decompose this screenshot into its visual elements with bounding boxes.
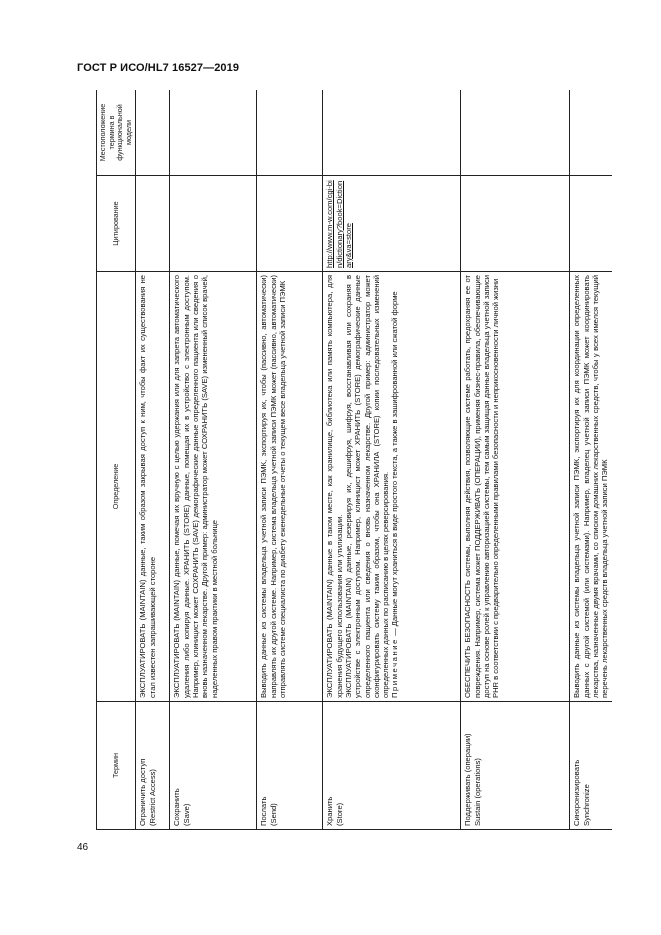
term-en: Synchronize — [581, 784, 591, 826]
citation-cell — [570, 176, 612, 272]
location-cell — [257, 90, 323, 176]
term-ru: Послать — [259, 796, 269, 826]
definition-text: ЭКСПЛУАТИРОВАТЬ (MAINTAIN) данные, таким образом закрывая доступ к ним, чтобы факт их существования не стал известен запрашивающей стороне — [138, 275, 157, 698]
definition-cell — [323, 272, 461, 702]
term-en: (Send) — [268, 803, 278, 826]
column-header-location: Местоположение термина в функциональной модели — [97, 90, 136, 176]
term-ru: Ограничить доступ — [138, 758, 148, 826]
definition-text: Выводить данные из системы владельца учетной записи ПЭМК, экспортируя их, чтобы (пассивно, автоматически) направлять их другой системе. Например, система владельца учетной записи ПЭМК может (пассивно, автоматически) отправлять системе специалиста по диабету еженедельные отчеты о текущем весе владельца учетной записи ПЭМК — [259, 275, 287, 698]
term-en: (Restrict Access) — [147, 769, 157, 826]
note-text: — Данные могут храниться в виде простого текста, а также в зашифрованной или сжатой форме — [390, 291, 400, 636]
location-cell — [170, 90, 257, 176]
table-row — [170, 90, 257, 830]
citation-cell — [323, 176, 461, 272]
citation-cell — [170, 176, 257, 272]
table-row — [570, 90, 612, 830]
document-header: ГОСТ Р ИСО/HL7 16527—2019 — [77, 62, 240, 74]
page-number: 46 — [77, 842, 89, 853]
definition-text: ЭКСПЛУАТИРОВАТЬ (MAINTAIN) данные в таком месте, как хранилище, библиотека или память компьютера, для хранения будущего использования или утилизации. — [325, 275, 344, 698]
term-ru: Синхронизировать — [572, 759, 582, 826]
table-row — [323, 90, 461, 830]
column-header-definition: Определение — [97, 272, 136, 702]
definition-text: ОБЕСПЕЧИТЬ БЕЗОПАСНОСТЬ системы, выполняя действия, позволяющие системе работать, предохраняя ее от повреждения. Например, система может ПОДДЕРЖИВАТЬ (ОПЕРАЦИИ), применяя бизнес-правила, обеспечивающие доступ на основе ролей к управлению авторизацией системы, тем самым защищая данные владельца учетной записи PHR в соответствии с предварительно определенными правилами безопасности и неприкосновенности личной жизни — [463, 275, 501, 698]
terms-table — [96, 90, 612, 830]
term-ru: Поддерживать (операции) — [463, 733, 473, 826]
definition-text: ЭКСПЛУАТИРОВАТЬ (MAINTAIN) данные, помечая их вручную с целью удержания или для запрета автоматического удаления либо копируя данные. ХРАНИТЬ (STORE) данные, помещая их в устройство с электронным доступом. Например, клиницист может СОХРАНИТЬ (SAVE) демографические данные определенного пациента или сведения о вновь назначенном лекарстве. Другой пример: администратор может СОХРАНИТЬ (SAVE) измененный список врачей, наделенных правом практики в местной больнице — [172, 275, 219, 698]
term-ru: Хранить — [325, 796, 335, 826]
term-cell — [570, 702, 612, 830]
definition-text: Выводить данные из системы владельца учетной записи ПЭМК, экспортируя их для координации определенных данных с другой системой (или системами). Например, владелец учетной записи ПЭМК может координировать лекарства, назначенные двумя врачами, со списком домашних лекарственных средств, чтобы у всех имелся текущий перечень лекарственных средств владельца учетной записи ПЭМК — [572, 275, 610, 698]
citation-cell — [461, 176, 570, 272]
term-cell — [136, 702, 170, 830]
definition-cell — [461, 272, 570, 702]
definition-cell — [257, 272, 323, 702]
citation-cell — [136, 176, 170, 272]
definition-note — [390, 275, 399, 698]
definition-text-2: ЭКСПЛУАТИРОВАТЬ (MAINTAIN) данные, резервируя их, дешифруя, шифруя, восстанавливая или сохраняя в устройстве с электронным доступом. Например, клиницист может ХРАНИТЬ (STORE) демографические данные определенного пациента или сведения о вновь назначенном лекарстве. Другой пример: администратор может сконфигурировать систему таким образом, чтобы она ХРАНИЛА (STORE) копии последовательных изменений определенных данных по расписанию в целях реверсирования. — [343, 275, 391, 698]
location-cell — [461, 90, 570, 176]
citation-link[interactable]: http://www.m-w.com/cgi-bin/dictionary?book=Dictionary&va=store — [325, 180, 353, 268]
column-header-citation: Цитирование — [97, 176, 136, 272]
table-header-row — [97, 90, 136, 830]
location-cell — [570, 90, 612, 176]
term-cell — [323, 702, 461, 830]
definition-cell — [136, 272, 170, 702]
column-header-term: Термин — [97, 702, 136, 830]
term-en: (Store) — [334, 802, 344, 826]
table-row — [136, 90, 170, 830]
term-en: (Save) — [181, 803, 191, 826]
term-cell — [257, 702, 323, 830]
table-row — [257, 90, 323, 830]
term-cell — [170, 702, 257, 830]
note-label: Примечание — [390, 638, 400, 698]
term-ru: Сохранить — [172, 788, 182, 826]
citation-cell — [257, 176, 323, 272]
definition-cell — [570, 272, 612, 702]
definition-cell — [170, 272, 257, 702]
term-en: Sustain (operations) — [472, 758, 482, 826]
table-row — [461, 90, 570, 830]
location-cell — [136, 90, 170, 176]
location-cell — [323, 90, 461, 176]
term-cell — [461, 702, 570, 830]
terms-table-container — [96, 90, 612, 830]
